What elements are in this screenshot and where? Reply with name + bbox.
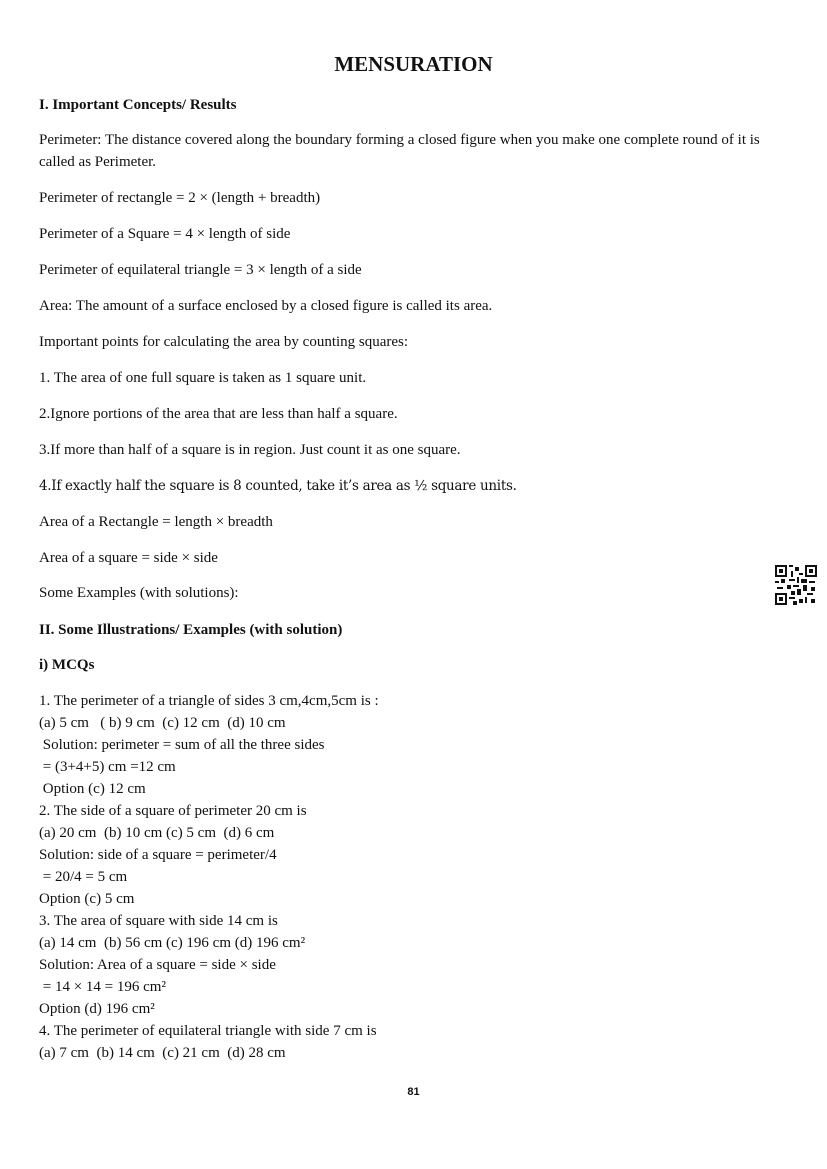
mcq-line: (a) 7 cm (b) 14 cm (c) 21 cm (d) 28 cm [39,1045,286,1061]
mcq-line: 4. The perimeter of equilateral triangle with side 7 cm is [39,1023,377,1039]
mcq-line: (a) 14 cm (b) 56 cm (c) 196 cm (d) 196 cm² [39,935,306,951]
perimeter-square-formula: Perimeter of a Square = 4 × length of side [39,226,291,242]
area-definition: Area: The amount of a surface enclosed by a closed figure is called its area. [39,298,493,314]
mcq-line: 2. The side of a square of perimeter 20 cm is [39,803,307,819]
examples-intro: Some Examples (with solutions): [39,585,239,601]
point-item: 3.If more than half of a square is in region. Just count it as one square. [39,442,461,458]
point-item: 4.If exactly half the square is 8 counted, take it’s area as ½ square units. [39,478,517,494]
mcq-line: Solution: perimeter = sum of all the three sides [39,737,325,753]
mcq-line: (a) 20 cm (b) 10 cm (c) 5 cm (d) 6 cm [39,825,275,841]
mcq-line: 3. The area of square with side 14 cm is [39,913,278,929]
section-heading-concepts: I. Important Concepts/ Results [39,97,237,113]
mcq-line: (a) 5 cm ( b) 9 cm (c) 12 cm (d) 10 cm [39,715,286,731]
point-item: 1. The area of one full square is taken as 1 square unit. [39,370,367,386]
mcq-line: Option (c) 12 cm [39,781,146,797]
subheading-mcqs: i) MCQs [39,657,95,673]
mcq-line: Solution: Area of a square = side × side [39,957,276,973]
area-square-formula: Area of a square = side × side [39,550,218,566]
perimeter-definition: Perimeter: The distance covered along the boundary forming a closed figure when you make one complete round of it is called as Perimeter. [39,132,760,170]
mcq-line: = 14 × 14 = 196 cm² [39,979,166,995]
mcq-line: 1. The perimeter of a triangle of sides 3 cm,4cm,5cm is : [39,693,379,709]
points-intro: Important points for calculating the area by counting squares: [39,334,409,350]
area-rectangle-formula: Area of a Rectangle = length × breadth [39,514,273,530]
page-title: MENSURATION [334,52,493,76]
section-heading-illustrations: II. Some Illustrations/ Examples (with solution) [39,622,343,638]
mcq-line: = 20/4 = 5 cm [39,869,128,885]
mcq-line: Option (c) 5 cm [39,891,135,907]
qr-code-icon[interactable] [775,565,817,605]
mcq-list [39,690,379,1064]
perimeter-rectangle-formula: Perimeter of rectangle = 2 × (length + breadth) [39,190,321,206]
perimeter-triangle-formula: Perimeter of equilateral triangle = 3 × length of a side [39,262,362,278]
mcq-line: = (3+4+5) cm =12 cm [39,759,176,775]
page-number: 81 [407,1086,420,1098]
mcq-line: Solution: side of a square = perimeter/4 [39,847,277,863]
mcq-line: Option (d) 196 cm² [39,1001,155,1017]
point-item: 2.Ignore portions of the area that are less than half a square. [39,406,398,422]
